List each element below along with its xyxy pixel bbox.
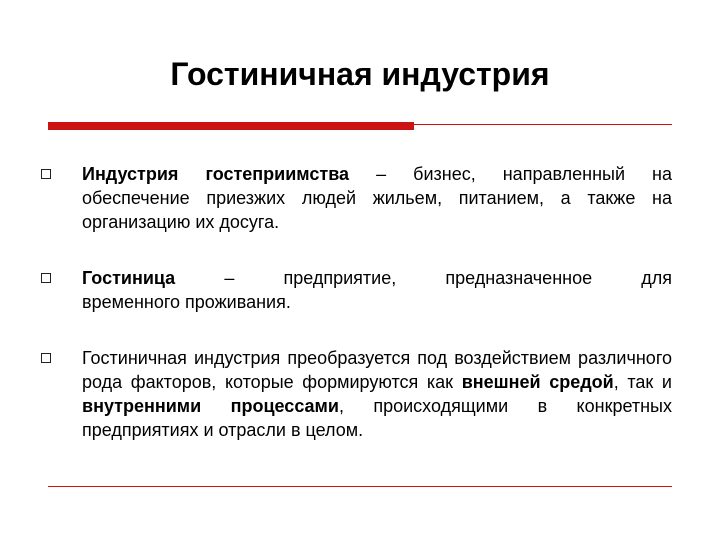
bullet-item-hospitality-industry xyxy=(82,162,672,234)
square-bullet-icon xyxy=(41,273,51,283)
title-underline-thick xyxy=(48,122,414,130)
bullet-line xyxy=(82,266,672,290)
bullet-line: временного проживания. xyxy=(82,292,291,312)
bullet-text: – предприятие, предназначенное для xyxy=(175,268,672,288)
footer-divider xyxy=(48,486,672,487)
bullet-item-hotel xyxy=(82,266,672,314)
bullet-text: , так и xyxy=(613,372,672,392)
bullet-text: , происходящими в конкретных предприятиях и отрасли в целом. xyxy=(82,396,672,440)
bullet-text: – бизнес, направленный на обеспечение приезжих людей жильем, питанием, а также на организацию их досуга. xyxy=(82,164,672,232)
square-bullet-icon xyxy=(41,169,51,179)
bullet-lead-term: Гостиница xyxy=(82,268,176,288)
square-bullet-icon xyxy=(41,353,51,363)
bullet-lead-term: Индустрия гостеприимства xyxy=(82,164,350,184)
bullet-text: Гостиничная индустрия преобразуется под воздействием различного рода факторов, которые формируются как xyxy=(82,348,672,392)
bullet-emphasis: внутренними процессами xyxy=(82,396,339,416)
slide-title: Гостиничная индустрия xyxy=(170,56,550,92)
bullet-emphasis: внешней средой xyxy=(461,372,614,392)
bullet-item-industry-factors xyxy=(82,346,672,442)
title-underline-thin xyxy=(414,124,672,125)
